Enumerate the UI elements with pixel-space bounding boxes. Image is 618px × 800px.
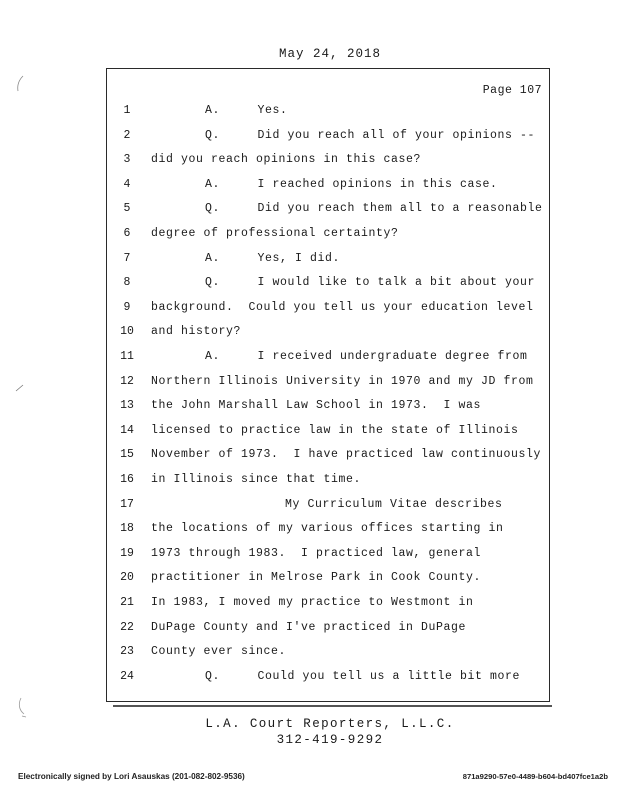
line-number: 21 bbox=[120, 596, 134, 609]
transcript-line: degree of professional certainty? bbox=[151, 227, 399, 240]
transcript-line: In 1983, I moved my practice to Westmont in bbox=[151, 596, 474, 609]
transcript-line: practitioner in Melrose Park in Cook County. bbox=[151, 571, 482, 585]
line-number: 2 bbox=[123, 128, 131, 142]
line-number: 7 bbox=[123, 251, 131, 265]
line-number: 18 bbox=[120, 522, 134, 536]
line-number: 13 bbox=[120, 399, 134, 413]
line-number: 1 bbox=[123, 104, 131, 117]
scan-mark-bottom bbox=[16, 696, 30, 720]
transcript-line: A. Yes. bbox=[205, 104, 288, 117]
line-number: 20 bbox=[120, 571, 134, 585]
transcript-line: did you reach opinions in this case? bbox=[151, 153, 422, 167]
line-number: 16 bbox=[120, 473, 134, 486]
transcript-line: Q. I would like to talk a bit about your bbox=[205, 276, 536, 290]
scan-mark-middle bbox=[14, 382, 26, 394]
transcript-page bbox=[106, 68, 550, 702]
line-number: 14 bbox=[120, 423, 134, 437]
transcript-line: A. I reached opinions in this case. bbox=[205, 177, 498, 191]
transcript-line: and history? bbox=[151, 325, 242, 339]
line-number: 9 bbox=[123, 300, 131, 314]
transcript-line: County ever since. bbox=[151, 645, 287, 659]
transcript-line: 1973 through 1983. I practiced law, general bbox=[151, 546, 482, 560]
transcript-line: My Curriculum Vitae describes bbox=[285, 497, 503, 511]
transcript-line: A. I received undergraduate degree from bbox=[205, 350, 528, 363]
line-number: 10 bbox=[120, 325, 134, 339]
transcript-line: the locations of my various offices starting in bbox=[151, 522, 504, 536]
line-number: 15 bbox=[120, 448, 134, 462]
line-number: 22 bbox=[120, 620, 134, 634]
esign-notice: Electronically signed by Lori Asauskas (201-082-802-9536) bbox=[18, 772, 245, 781]
transcript-line: licensed to practice law in the state of Illinois bbox=[151, 423, 519, 437]
transcript-line: Q. Could you tell us a little bit more bbox=[205, 669, 521, 683]
page-number: Page 107 bbox=[482, 84, 542, 97]
line-number: 19 bbox=[120, 546, 134, 560]
line-number: 11 bbox=[120, 350, 134, 363]
transcript-line: the John Marshall Law School in 1973. I was bbox=[151, 399, 482, 413]
line-number: 5 bbox=[123, 202, 131, 216]
transcript-line: in Illinois since that time. bbox=[151, 473, 362, 486]
transcript-line: A. Yes, I did. bbox=[205, 251, 341, 265]
header-date: May 24, 2018 bbox=[278, 47, 381, 61]
line-number: 3 bbox=[123, 153, 131, 167]
line-number: 24 bbox=[120, 669, 134, 683]
line-number: 4 bbox=[123, 177, 131, 191]
line-number: 6 bbox=[123, 227, 131, 240]
scan-mark-top bbox=[14, 74, 26, 94]
document-id: 871a9290-57e0-4489-b604-bd407fce1a2b bbox=[462, 772, 608, 781]
transcript-line: Northern Illinois University in 1970 and my JD from bbox=[151, 374, 534, 388]
transcript-line: background. Could you tell us your education level bbox=[151, 300, 534, 314]
line-number: 12 bbox=[120, 374, 134, 388]
transcript-line: November of 1973. I have practiced law continuously bbox=[151, 448, 542, 462]
line-number: 17 bbox=[120, 497, 134, 511]
transcript-line: DuPage County and I've practiced in DuPage bbox=[151, 620, 467, 634]
transcript-line: Q. Did you reach them all to a reasonable bbox=[205, 202, 543, 216]
line-number: 8 bbox=[123, 276, 131, 290]
footer-phone: 312-419-9292 bbox=[276, 733, 384, 747]
transcript-line: Q. Did you reach all of your opinions -- bbox=[205, 128, 536, 142]
line-number: 23 bbox=[120, 645, 134, 659]
footer-firm: L.A. Court Reporters, L.L.C. bbox=[205, 717, 455, 731]
